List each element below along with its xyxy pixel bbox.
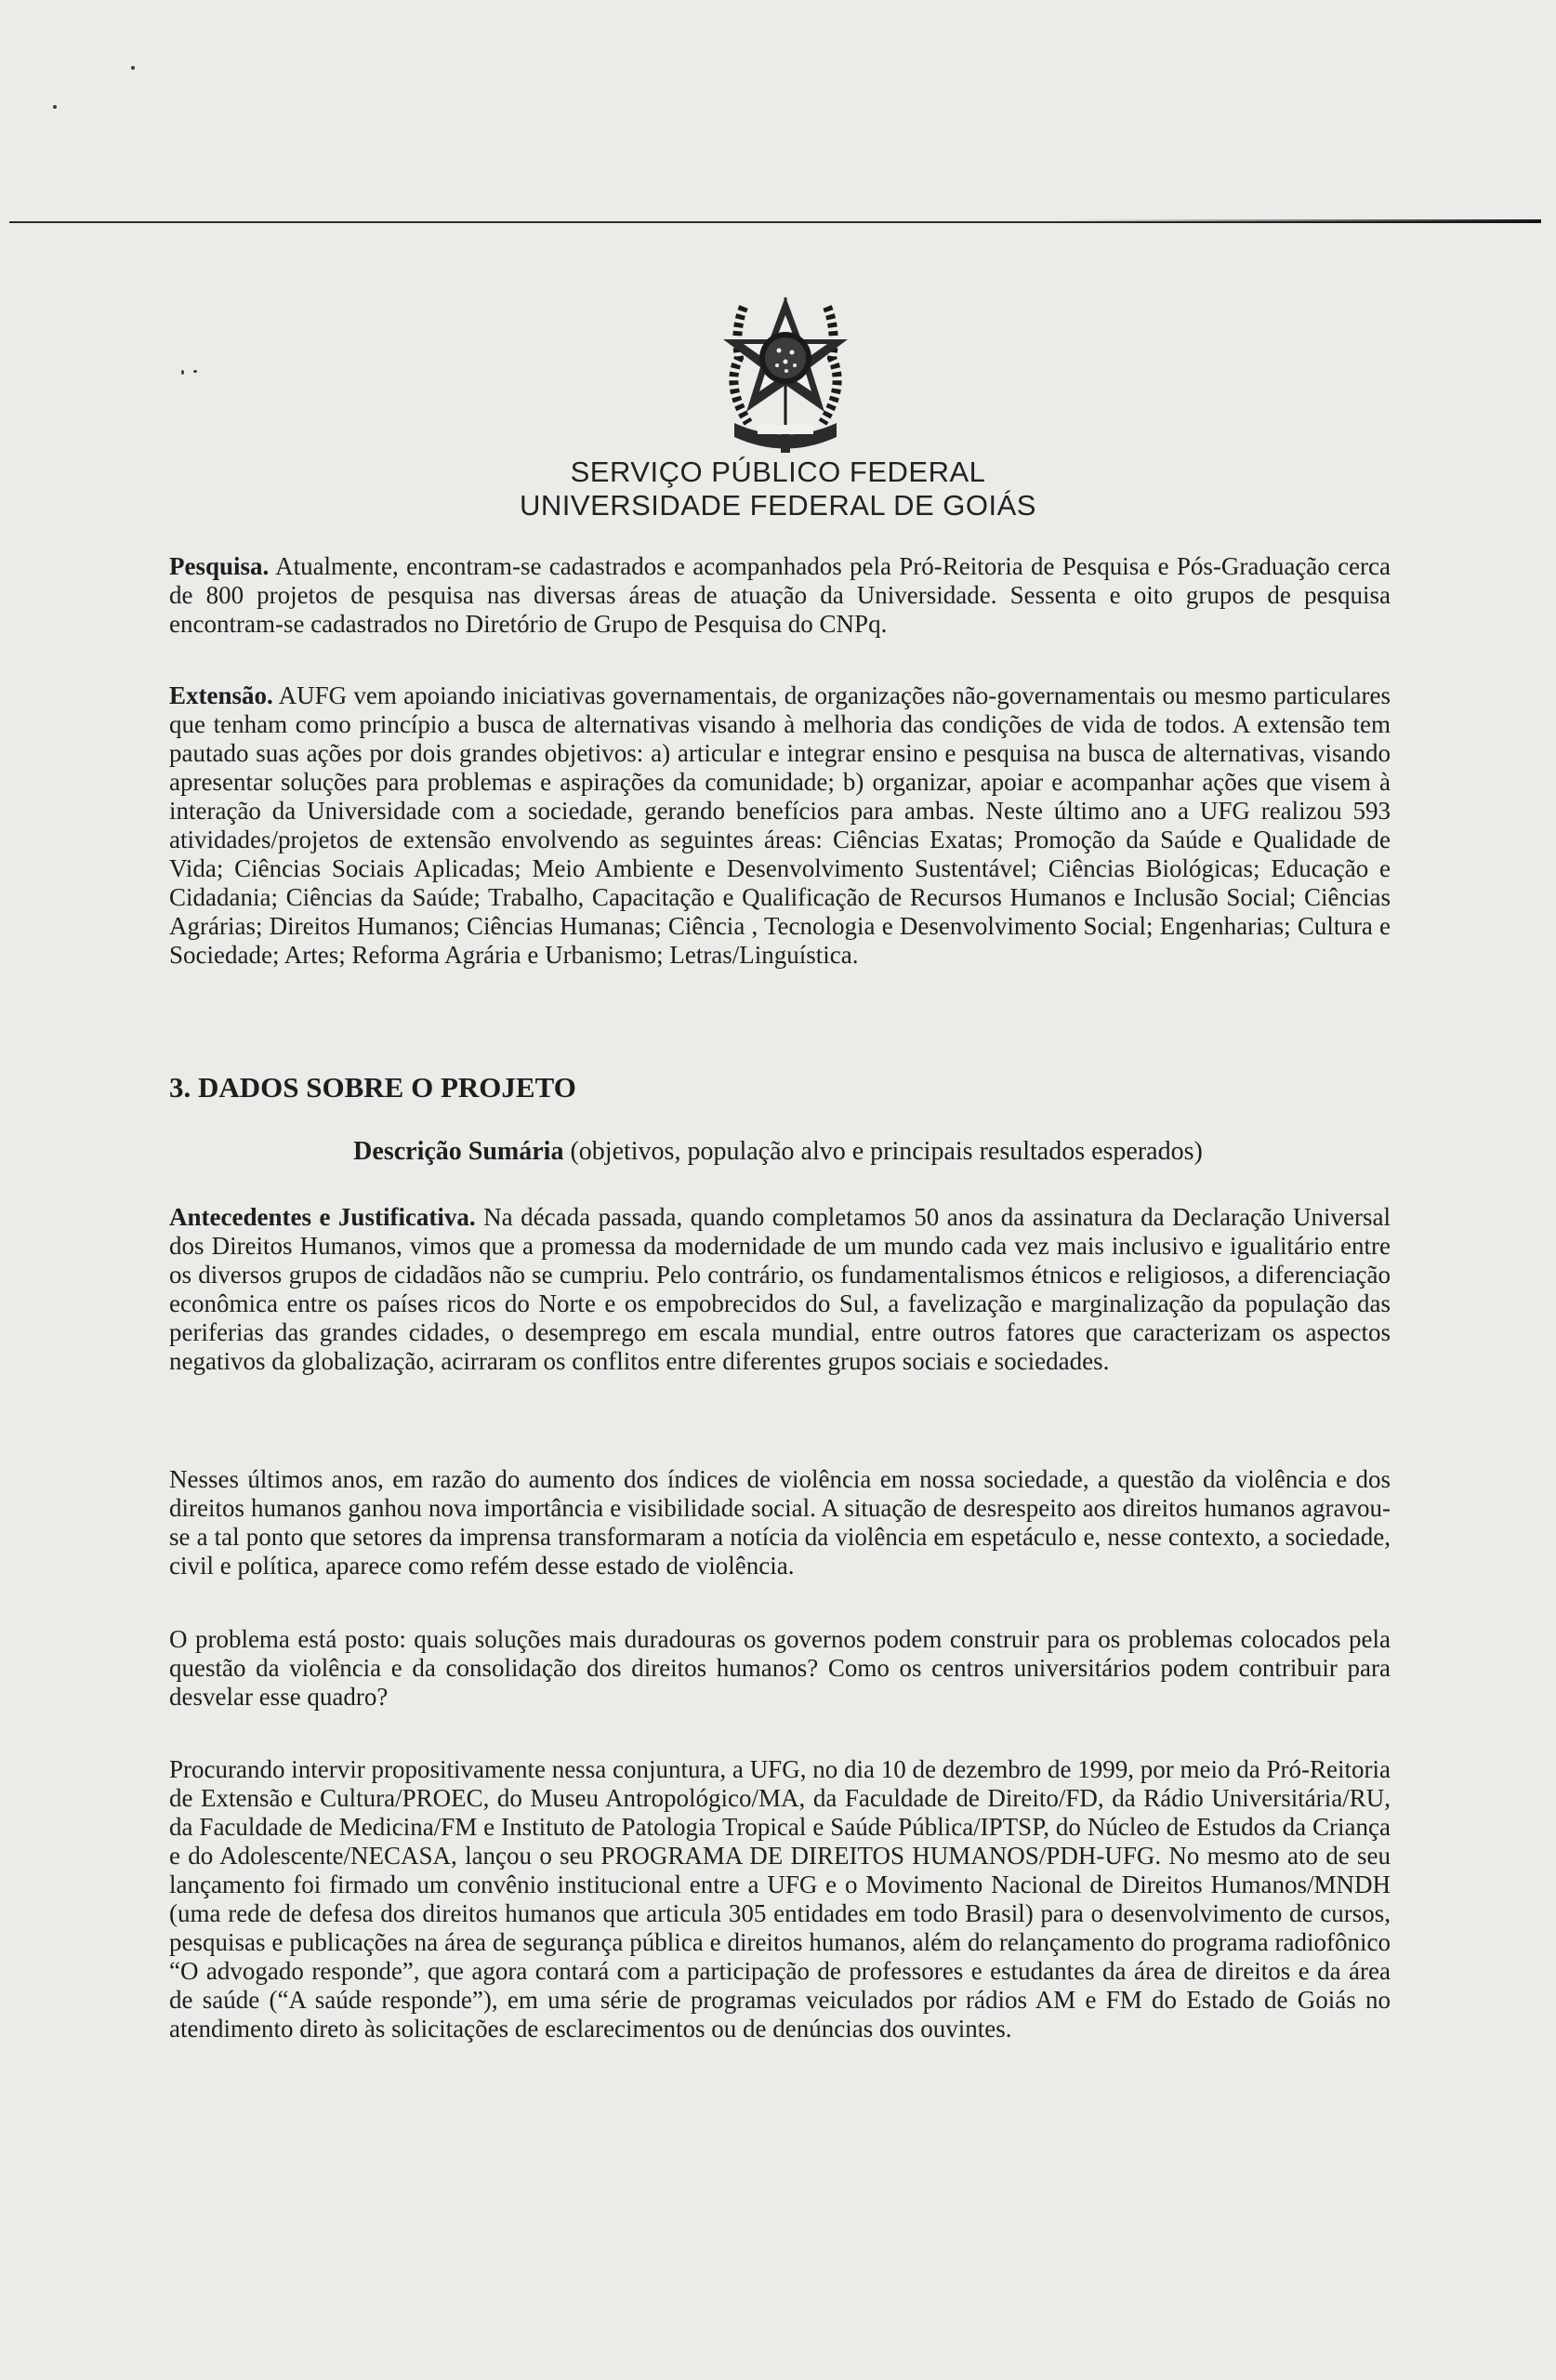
procurando-text: Procurando intervir propositivamente nessa conjuntura, a UFG, no dia 10 de dezembro de 1999, por meio da Pró-Reitoria de Extensão e Cultura/PROEC, do Museu Antropológico/MA, da Faculdade de Direito/FD, da Rádio Universitária/RU, da Faculdade de Medicina/FM e Instituto de Patologia Tropical e Saúde Pública/IPTSP, do Núcleo de Estudos da Criança e do Adolescente/NECASA, lançou o seu PROGRAMA DE DIREITOS HUMANOS/PDH-UFG. No mesmo ato de seu lançamento foi firmado um convênio institucional entre a UFG e o Movimento Nacional de Direitos Humanos/MNDH (uma rede de defesa dos direitos humanos que articula 305 entidades em todo Brasil) para o desenvolvimento de cursos, pesquisas e publicações na área de segurança pública e direitos humanos, além do relançamento do programa radiofônico “O advogado responde”, que agora contará com a participação de professores e estudantes da área de direitos e da área de saúde (“A saúde responde”), em uma série de programas veiculados por rádios AM e FM do Estado de Goiás no atendimento direto às solicitações de esclarecimentos ou de denúncias dos ouvintes.	[169, 1755, 1391, 2043]
antecedentes-text: Na década passada, quando completamos 50 anos da assinatura da Declaração Universal dos Direitos Humanos, vimos que a promessa da modernidade de um mundo cada vez mais inclusivo e igualitário entre os diversos grupos de cidadãos não se cumpriu. Pelo contrário, os fundamentalismos étnicos e religiosos, a diferenciação econômica entre os países ricos do Norte e os empobrecidos do Sul, a favelização e marginalização da população das periferias das grandes cidades, o desemprego em escala mundial, entre outros fatores que caracterizam os aspectos negativos da globalização, acirraram os conflitos entre diferentes grupos sociais e sociedades.	[169, 1203, 1391, 1375]
pesquisa-text: Atualmente, encontram-se cadastrados e acompanhados pela Pró-Reitoria de Pesquisa e Pós-Graduação cerca de 800 projetos de pesquisa nas diversas áreas de atuação da Universidade. Sessenta e oito grupos de pesquisa encontram-se cadastrados no Diretório de Grupo de Pesquisa do CNPq.	[169, 552, 1391, 638]
pesquisa-label: Pesquisa.	[169, 552, 270, 580]
extensao-label: Extensão.	[169, 681, 273, 709]
extensao-text: AUFG vem apoiando iniciativas governamentais, de organizações não-governamentais ou mesmo particulares que tenham como princípio a busca de alternativas visando à melhoria das condições de vida de todos. A extensão tem pautado suas ações por dois grandes objetivos: a) articular e integrar ensino e pesquisa na busca de alternativas, visando apresentar soluções para problemas e aspirações da comunidade; b) organizar, apoiar e acompanhar ações que visem à interação da Universidade com a sociedade, gerando benefícios para ambas. Neste último ano a UFG realizou 593 atividades/projetos de extensão envolvendo as seguintes áreas: Ciências Exatas; Promoção da Saúde e Qualidade de Vida; Ciências Sociais Aplicadas; Meio Ambiente e Desenvolvimento Sustentável; Ciências Biológicas; Educação e Cidadania; Ciências da Saúde; Trabalho, Capacitação e Qualificação de Recursos Humanos e Inclusão Social; Ciências Agrárias; Direitos Humanos; Ciências Humanas; Ciência , Tecnologia e Desenvolvimento Social; Engenharias; Cultura e Sociedade; Artes; Reforma Agrária e Urbanismo; Letras/Linguística.	[169, 681, 1391, 969]
section-3-title: 3. DADOS SOBRE O PROJETO	[169, 1071, 576, 1104]
brazil-coat-of-arms-icon	[706, 284, 864, 456]
section-3-subtitle	[0, 1137, 1556, 1167]
header-line-2: UNIVERSIDADE FEDERAL DE GOIÁS	[520, 489, 1036, 522]
scan-speck	[131, 66, 135, 70]
violencia-paragraph	[169, 1465, 1391, 1580]
pesquisa-paragraph	[169, 552, 1391, 639]
top-rule	[9, 221, 1541, 223]
header-line-1: SERVIÇO PÚBLICO FEDERAL	[570, 456, 986, 488]
scan-speck	[193, 370, 197, 373]
scan-speck	[181, 370, 184, 375]
problema-text: O problema está posto: quais soluções mais duradouras os governos podem construir para os problemas colocados pela questão da violência e da consolidação dos direitos humanos? Como os centros universitários podem contribuir para desvelar esse quadro?	[169, 1625, 1391, 1711]
problema-paragraph	[169, 1625, 1391, 1712]
subtitle-bold: Descrição Sumária	[353, 1137, 564, 1166]
subtitle-rest: (objetivos, população alvo e principais resultados esperados)	[563, 1137, 1203, 1166]
scan-speck	[53, 105, 57, 109]
extensao-paragraph	[169, 681, 1391, 970]
antecedentes-paragraph	[169, 1203, 1391, 1376]
violencia-text: Nesses últimos anos, em razão do aumento dos índices de violência em nossa sociedade, a questão da violência e dos direitos humanos ganhou nova importância e visibilidade social. A situação de desrespeito aos direitos humanos agravou-se a tal ponto que setores da imprensa transformaram a notícia da violência em espetáculo e, nesse contexto, a sociedade, civil e política, aparece como refém desse estado de violência.	[169, 1465, 1391, 1580]
antecedentes-label: Antecedentes e Justificativa.	[169, 1203, 476, 1231]
procurando-paragraph	[169, 1755, 1391, 2043]
